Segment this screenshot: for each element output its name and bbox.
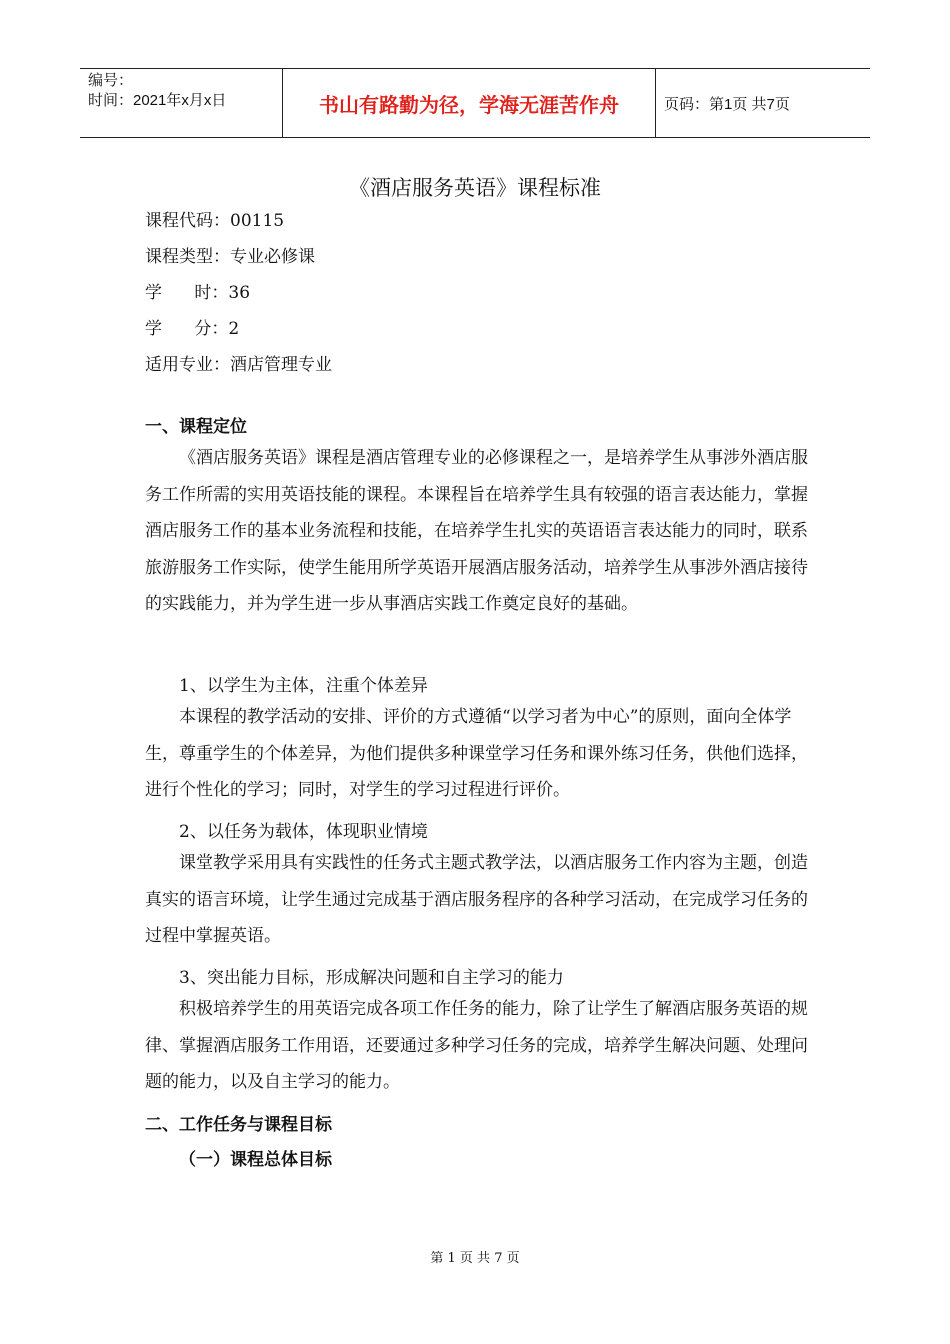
header-motto: 书山有路勤为径，学海无涯苦作舟 <box>283 69 656 137</box>
page-footer: 第 1 页 共 7 页 <box>430 1251 520 1266</box>
course-type: 课程类型：专业必修课 <box>145 247 315 267</box>
section1-intro: 《酒店服务英语》课程是酒店管理专业的必修课程之一，是培养学生从事涉外酒店服务工作所需的实用英语技能的课程。本课程旨在培养学生具有较强的语言表达能力，掌握酒店服务工作的基本业务流程和技能，在培养学生扎实的英语语言表达能力的同时，联系旅游服务工作实际，使学生能用所学英语开展酒店服务活动，培养学生从事涉外酒店接待的实践能力，并为学生进一步从事酒店实践工作奠定良好的基础。 <box>145 448 808 614</box>
header-info-cell <box>80 69 283 137</box>
number-label: 编号： <box>88 72 134 89</box>
course-code: 课程代码：00115 <box>145 211 285 231</box>
page-header <box>80 68 870 138</box>
course-hours: 学 时：36 <box>145 283 251 303</box>
point3-body: 积极培养学生的用英语完成各项工作任务的能力，除了让学生了解酒店服务英语的规律、掌握酒店服务工作用语，还要通过多种学习任务的完成，培养学生解决问题、处理问题的能力，以及自主学习的能力。 <box>145 999 808 1092</box>
section2-heading: 二、工作任务与课程目标 <box>145 1115 332 1135</box>
course-meta <box>145 203 332 383</box>
section1-heading: 一、课程定位 <box>145 417 247 437</box>
date-label: 时间：2021年x月x日 <box>88 92 227 109</box>
header-page-info: 页码：第1页 共7页 <box>664 95 790 113</box>
point2-body: 课堂教学采用具有实践性的任务式主题式教学法，以酒店服务工作内容为主题，创造真实的语言环境，让学生通过完成基于酒店服务程序的各种学习活动，在完成学习任务的过程中掌握英语。 <box>145 853 808 946</box>
course-credits: 学 分：2 <box>145 319 240 339</box>
point1-body: 本课程的教学活动的安排、评价的方式遵循“以学习者为中心”的原则，面向全体学生，尊重学生的个体差异，为他们提供多种课堂学习任务和课外练习任务，供他们选择，进行个性化的学习；同时，对学生的学习过程进行评价。 <box>145 707 808 800</box>
point2-title: 2、以任务为载体，体现职业情境 <box>179 822 428 842</box>
document-title: 《酒店服务英语》课程标准 <box>349 176 601 200</box>
applicable-major: 适用专业：酒店管理专业 <box>145 355 332 375</box>
point3-title: 3、突出能力目标，形成解决问题和自主学习的能力 <box>179 968 564 988</box>
point1-title: 1、以学生为主体，注重个体差异 <box>179 676 428 696</box>
section2-subheading: （一）课程总体目标 <box>179 1150 332 1170</box>
